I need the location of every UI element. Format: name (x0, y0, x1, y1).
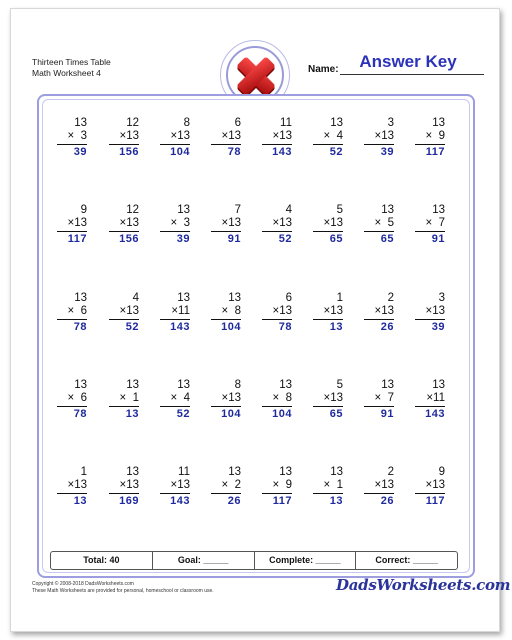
problem-answer: 26 (227, 495, 241, 507)
problem-2-7 (364, 204, 394, 246)
problem-multiplier: × 9 (415, 130, 445, 145)
problem-2-8 (415, 204, 445, 246)
problem-3-3 (160, 292, 190, 334)
name-label: Name: (308, 64, 339, 75)
problem-answer: 26 (380, 321, 394, 333)
problem-top-number: 13 (432, 117, 445, 129)
problem-answer: 39 (176, 233, 190, 245)
problem-2-1 (57, 204, 87, 246)
problem-multiplier: × 7 (415, 217, 445, 232)
problem-answer: 91 (431, 233, 445, 245)
problem-multiplier: ×13 (109, 305, 139, 320)
problem-4-1 (57, 379, 87, 421)
title-line-1: Thirteen Times Table (32, 57, 111, 67)
problem-top-number: 13 (330, 466, 343, 478)
problem-answer: 78 (227, 146, 241, 158)
problem-top-number: 13 (381, 379, 394, 391)
problem-multiplier: ×13 (313, 392, 343, 407)
problem-5-8 (415, 466, 445, 508)
problem-1-1 (57, 117, 87, 159)
problem-3-8 (415, 292, 445, 334)
problem-multiplier: ×13 (109, 217, 139, 232)
problem-2-4 (211, 204, 241, 246)
problem-answer: 156 (119, 146, 139, 158)
problem-answer: 78 (73, 321, 87, 333)
problem-5-2 (109, 466, 139, 508)
problem-answer: 143 (170, 321, 190, 333)
brand-logo[interactable]: DadsWorksheets.com (336, 576, 511, 594)
problem-top-number: 9 (80, 204, 87, 216)
problem-top-number: 13 (330, 117, 343, 129)
problem-top-number: 12 (126, 204, 139, 216)
copyright-line-1: Copyright © 2008-2018 DadsWorksheets.com (32, 581, 134, 587)
complete-cell: Complete: _____ (255, 552, 357, 569)
problem-4-7 (364, 379, 394, 421)
problem-5-5 (262, 466, 292, 508)
problem-top-number: 8 (183, 117, 190, 129)
problem-answer: 13 (125, 408, 139, 420)
problem-5-3 (160, 466, 190, 508)
copyright-notice (32, 581, 214, 594)
problem-top-number: 4 (132, 292, 139, 304)
problem-answer: 78 (73, 408, 87, 420)
problem-3-1 (57, 292, 87, 334)
problem-multiplier: ×13 (364, 305, 394, 320)
problem-multiplier: ×13 (262, 305, 292, 320)
problem-top-number: 6 (285, 292, 292, 304)
problem-multiplier: × 2 (211, 479, 241, 494)
problem-answer: 104 (221, 321, 241, 333)
problem-3-2 (109, 292, 139, 334)
problem-multiplier: ×13 (109, 130, 139, 145)
problem-5-7 (364, 466, 394, 508)
problem-multiplier: × 8 (211, 305, 241, 320)
problem-1-2 (109, 117, 139, 159)
problem-4-6 (313, 379, 343, 421)
problem-top-number: 13 (228, 292, 241, 304)
problem-top-number: 13 (432, 379, 445, 391)
answer-key-text: Answer Key (359, 52, 457, 71)
problem-answer: 104 (170, 146, 190, 158)
problem-answer: 52 (125, 321, 139, 333)
problem-1-4 (211, 117, 241, 159)
problem-multiplier: ×13 (160, 479, 190, 494)
problem-5-1 (57, 466, 87, 508)
problem-multiplier: ×13 (262, 217, 292, 232)
problem-1-5 (262, 117, 292, 159)
problem-multiplier: × 3 (160, 217, 190, 232)
problem-multiplier: × 5 (364, 217, 394, 232)
problem-answer: 117 (425, 146, 445, 158)
worksheet-title (32, 57, 111, 79)
problem-multiplier: ×13 (211, 217, 241, 232)
problem-top-number: 5 (336, 204, 343, 216)
problem-multiplier: ×13 (211, 392, 241, 407)
problem-top-number: 11 (178, 466, 190, 478)
problem-multiplier: ×11 (160, 305, 190, 320)
problem-top-number: 13 (74, 379, 87, 391)
problem-answer: 78 (278, 321, 292, 333)
problem-1-3 (160, 117, 190, 159)
problem-multiplier: ×13 (364, 479, 394, 494)
problem-multiplier: × 4 (160, 392, 190, 407)
problem-top-number: 13 (126, 379, 139, 391)
problem-top-number: 1 (80, 466, 87, 478)
problem-answer: 26 (380, 495, 394, 507)
problem-top-number: 13 (279, 466, 292, 478)
problem-top-number: 6 (234, 117, 241, 129)
problem-top-number: 7 (234, 204, 241, 216)
problem-top-number: 13 (279, 379, 292, 391)
problem-multiplier: ×13 (313, 305, 343, 320)
problem-3-6 (313, 292, 343, 334)
problem-4-3 (160, 379, 190, 421)
problem-answer: 169 (119, 495, 139, 507)
problem-answer: 65 (380, 233, 394, 245)
problem-top-number: 3 (387, 117, 394, 129)
problem-multiplier: × 9 (262, 479, 292, 494)
problem-answer: 156 (119, 233, 139, 245)
problem-answer: 52 (176, 408, 190, 420)
problem-multiplier: ×13 (364, 130, 394, 145)
problem-multiplier: × 3 (57, 130, 87, 145)
problem-answer: 91 (380, 408, 394, 420)
problem-multiplier: ×13 (160, 130, 190, 145)
problem-top-number: 4 (285, 204, 292, 216)
problem-3-4 (211, 292, 241, 334)
problem-answer: 65 (329, 408, 343, 420)
problem-top-number: 5 (336, 379, 343, 391)
problem-multiplier: ×13 (211, 130, 241, 145)
problem-2-5 (262, 204, 292, 246)
goal-cell: Goal: _____ (153, 552, 255, 569)
problem-4-8 (415, 379, 445, 421)
problem-answer: 39 (73, 146, 87, 158)
problem-top-number: 13 (74, 117, 87, 129)
problem-answer: 143 (425, 408, 445, 420)
problems-frame (37, 94, 475, 578)
problem-top-number: 13 (74, 292, 87, 304)
problem-top-number: 13 (432, 204, 445, 216)
problem-answer: 13 (329, 495, 343, 507)
problem-answer: 65 (329, 233, 343, 245)
problem-answer: 52 (329, 146, 343, 158)
correct-cell: Correct: _____ (375, 555, 438, 565)
problem-multiplier: ×11 (415, 392, 445, 407)
problem-answer: 52 (278, 233, 292, 245)
name-line (340, 74, 484, 75)
problem-top-number: 12 (126, 117, 139, 129)
copyright-line-2: These Math Worksheets are provided for personal, homeschool or classroom use. (32, 587, 214, 594)
problem-1-7 (364, 117, 394, 159)
problem-answer: 104 (272, 408, 292, 420)
problem-2-3 (160, 204, 190, 246)
problem-1-6 (313, 117, 343, 159)
problem-5-6 (313, 466, 343, 508)
problem-top-number: 13 (177, 379, 190, 391)
problem-answer: 104 (221, 408, 241, 420)
problem-answer: 13 (73, 495, 87, 507)
title-line-2: Math Worksheet 4 (32, 68, 101, 78)
problem-multiplier: × 7 (364, 392, 394, 407)
problem-3-7 (364, 292, 394, 334)
problem-multiplier: × 6 (57, 392, 87, 407)
problem-multiplier: ×13 (262, 130, 292, 145)
problem-top-number: 11 (280, 117, 292, 129)
score-bar (50, 551, 458, 570)
problem-top-number: 9 (438, 466, 445, 478)
problem-1-8 (415, 117, 445, 159)
problem-5-4 (211, 466, 241, 508)
problem-multiplier: × 1 (109, 392, 139, 407)
problem-top-number: 1 (336, 292, 343, 304)
problem-answer: 143 (272, 146, 292, 158)
problem-top-number: 13 (126, 466, 139, 478)
problem-multiplier: ×13 (313, 217, 343, 232)
problem-multiplier: × 8 (262, 392, 292, 407)
problem-top-number: 2 (387, 292, 394, 304)
problem-multiplier: ×13 (109, 479, 139, 494)
problem-2-6 (313, 204, 343, 246)
problem-top-number: 3 (438, 292, 445, 304)
problem-3-5 (262, 292, 292, 334)
problem-multiplier: ×13 (415, 305, 445, 320)
problem-multiplier: ×13 (415, 479, 445, 494)
problem-answer: 91 (227, 233, 241, 245)
total-cell: Total: 40 (51, 552, 153, 569)
problem-answer: 39 (431, 321, 445, 333)
problem-2-2 (109, 204, 139, 246)
problem-answer: 117 (272, 495, 292, 507)
problem-multiplier: ×13 (57, 479, 87, 494)
problem-multiplier: × 6 (57, 305, 87, 320)
problem-answer: 143 (170, 495, 190, 507)
problem-answer: 117 (67, 233, 87, 245)
problem-multiplier: × 4 (313, 130, 343, 145)
problem-answer: 117 (425, 495, 445, 507)
problem-answer: 13 (329, 321, 343, 333)
problem-top-number: 13 (177, 292, 190, 304)
problem-top-number: 8 (234, 379, 241, 391)
problem-multiplier: × 1 (313, 479, 343, 494)
problem-top-number: 13 (177, 204, 190, 216)
problem-top-number: 2 (387, 466, 394, 478)
problem-4-4 (211, 379, 241, 421)
problem-4-5 (262, 379, 292, 421)
problem-4-2 (109, 379, 139, 421)
problem-top-number: 13 (228, 466, 241, 478)
problem-answer: 39 (380, 146, 394, 158)
problem-top-number: 13 (381, 204, 394, 216)
problem-multiplier: ×13 (57, 217, 87, 232)
